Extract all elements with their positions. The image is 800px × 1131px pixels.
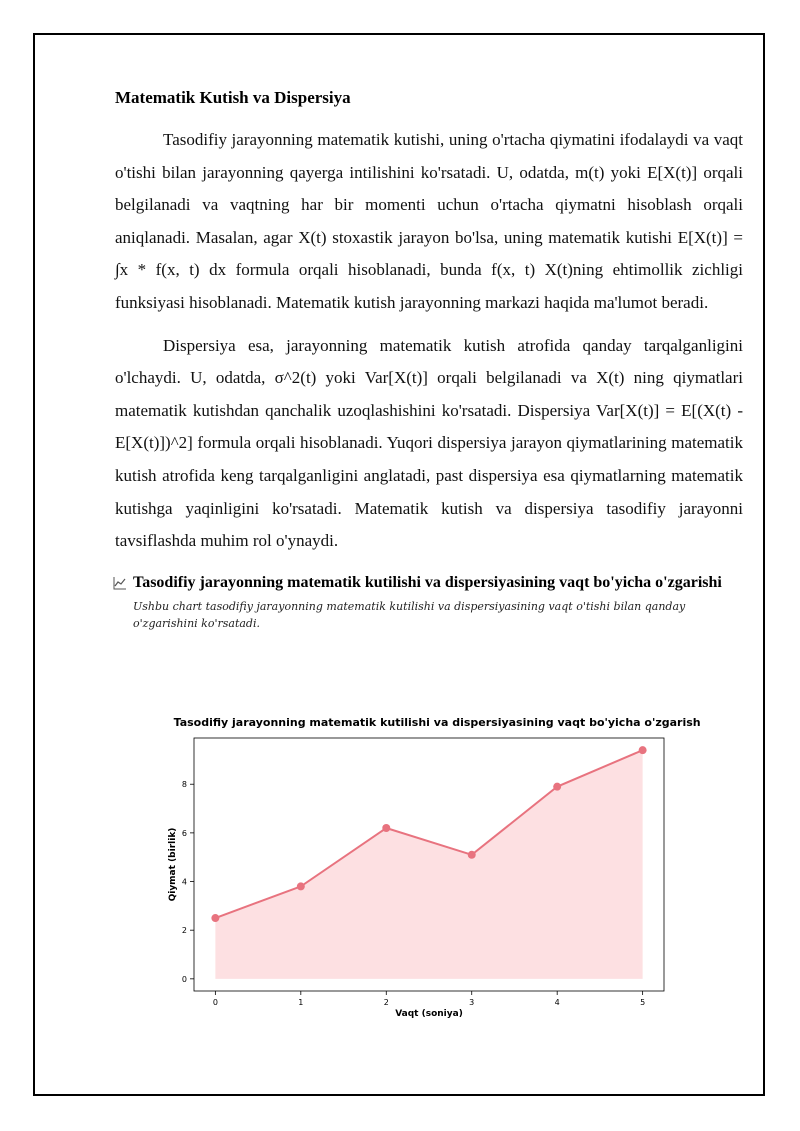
y-tick-label: 6 xyxy=(181,828,187,838)
y-tick-label: 0 xyxy=(181,974,187,984)
figure-caption: Ushbu chart tasodifiy jarayonning matematik kutilishi va dispersiyasining vaqt o'tishi bilan qanday o'zgarishini ko'rsatadi. xyxy=(133,599,686,630)
series-area-fill xyxy=(215,750,642,979)
x-tick-label: 4 xyxy=(554,998,560,1007)
area-chart xyxy=(160,710,700,1030)
y-tick-label: 2 xyxy=(181,926,187,936)
document-body xyxy=(115,86,743,632)
y-axis-label: Qiymat (birlik) xyxy=(168,827,178,902)
y-tick-label: 4 xyxy=(181,877,187,887)
data-point xyxy=(468,851,476,859)
x-tick-label: 1 xyxy=(298,998,304,1007)
chart-title: Tasodifiy jarayonning matematik kutilishi va dispersiyasining vaqt bo'yicha o'zgarishi xyxy=(173,716,700,729)
x-tick-label: 2 xyxy=(383,998,389,1007)
x-tick-label: 0 xyxy=(212,998,218,1007)
figure-heading xyxy=(113,574,743,592)
x-tick-label: 5 xyxy=(640,998,646,1007)
x-tick-label: 3 xyxy=(469,998,475,1007)
figure-heading-text: Tasodifiy jarayonning matematik kutilishi va dispersiyasining vaqt bo'yicha o'zgarishi xyxy=(133,573,722,591)
data-point xyxy=(297,882,305,890)
x-axis-label: Vaqt (soniya) xyxy=(395,1009,463,1019)
paragraph-variance: Dispersiya esa, jarayonning matematik kutish atrofida qanday tarqalganligini o'lchaydi. U, odatda, σ^2(t) yoki Var[X(t)] orqali belgilanadi va X(t) ning qiymatlari matematik kutishdan qanchalik uzoqlashishini ko'rsatadi. Dispersiya Var[X(t)] = E[(X(t) - E[X(t)])^2] formula orqali hisoblanadi. Yuqori dispersiya jarayon qiymatlarining matematik kutish atrofida keng tarqalganligini anglatadi, past dispersiya esa qiymatlarning matematik kutishga yaqinligini ko'rsatadi. Matematik kutish va dispersiya tasodifiy jarayonni tavsiflashda muhim rol o'ynaydi. xyxy=(115,335,743,551)
section-title: Matematik Kutish va Dispersiya xyxy=(115,88,351,107)
paragraph-expectation: Tasodifiy jarayonning matematik kutishi, uning o'rtacha qiymatini ifodalaydi va vaqt o'tishi bilan jarayonning qayerga intilishini ko'rsatadi. U, odatda, m(t) yoki E[X(t)] orqali belgilanadi va vaqtning har bir momenti uchun o'rtacha qiymatni hisoblash orqali aniqlanadi. Masalan, agar X(t) stoxastik jarayon bo'lsa, uning matematik kutishi E[X(t)] = ∫x * f(x, t) dx formula orqali hisoblanadi, bunda f(x, t) X(t)ning ehtimollik zichligi funksiyasi hisoblanadi. Matematik kutish jarayonning markazi haqida ma'lumot beradi. xyxy=(115,130,743,312)
y-tick-label: 8 xyxy=(181,780,187,790)
data-point xyxy=(382,824,390,832)
data-point xyxy=(639,746,647,754)
data-point xyxy=(553,783,561,791)
chart-line-icon xyxy=(113,576,127,590)
chart-container xyxy=(160,710,700,1030)
data-point xyxy=(211,914,219,922)
